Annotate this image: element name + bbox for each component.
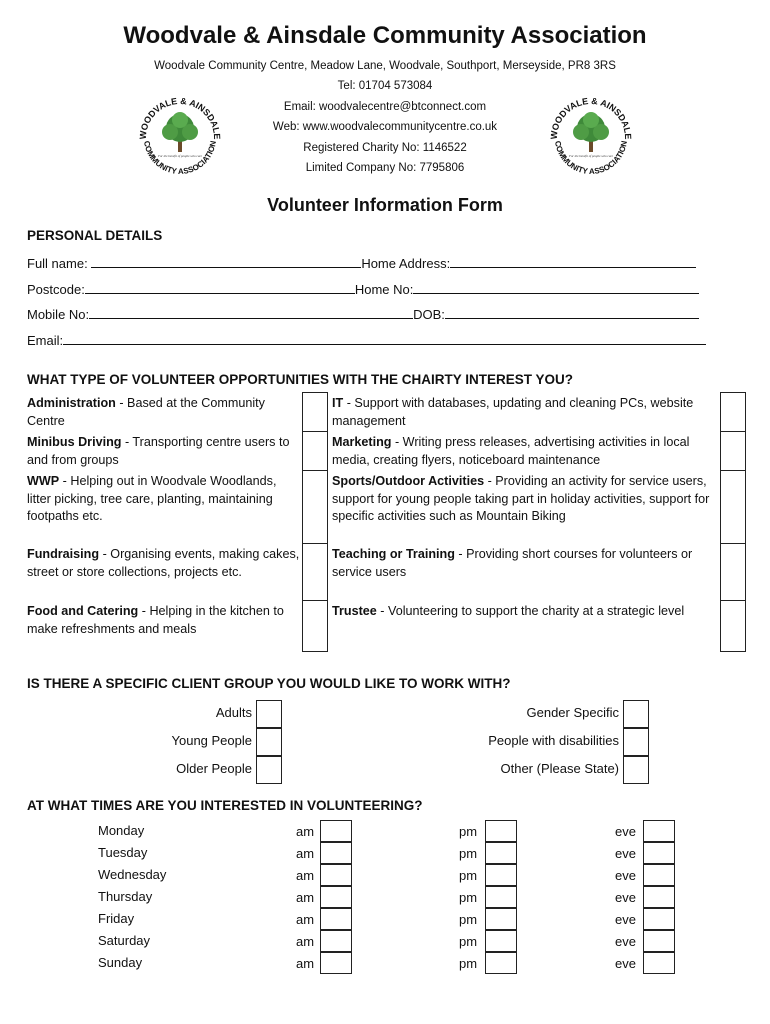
client-young-people-label: Young People <box>171 733 252 748</box>
company-line: Limited Company No: 7795806 <box>305 162 465 174</box>
web-line: Web: www.woodvalecommunitycentre.co.uk <box>272 121 498 133</box>
opp-administration: Administration - Based at the Community Centre <box>27 396 265 428</box>
checkbox-older-people[interactable] <box>256 756 282 784</box>
svg-text:For the benefit of people who: For the benefit of people who care <box>569 154 613 158</box>
checkbox-minibus-driving[interactable] <box>302 431 328 471</box>
eve-label-saturday: eve <box>615 934 636 949</box>
checkbox-marketing[interactable] <box>720 431 746 471</box>
day-label-monday: Monday <box>98 823 145 838</box>
full-name-field[interactable] <box>27 256 696 271</box>
opp-marketing: Marketing - Writing press releases, advertising activities in local media, creating flyers, noticeboard maintenance <box>332 435 690 467</box>
checkbox-am-monday[interactable] <box>320 820 352 842</box>
opportunities-heading: WHAT TYPE OF VOLUNTEER OPPORTUNITIES WITH THE CHAIRTY INTEREST YOU? <box>27 372 574 387</box>
checkbox-eve-tuesday[interactable] <box>643 842 675 864</box>
checkbox-young-people[interactable] <box>256 728 282 756</box>
am-label-wednesday: am <box>296 868 315 883</box>
checkbox-pm-monday[interactable] <box>485 820 517 842</box>
full-name-label: Full name: <box>27 256 92 271</box>
checkbox-pm-wednesday[interactable] <box>485 864 517 886</box>
client-adults-label: Adults <box>215 705 252 720</box>
form-title: Volunteer Information Form <box>267 195 503 215</box>
home-address-line[interactable] <box>450 256 696 268</box>
checkbox-fundraising[interactable] <box>302 543 328 601</box>
checkbox-eve-wednesday[interactable] <box>643 864 675 886</box>
client-gender-specific-label: Gender Specific <box>526 705 619 720</box>
association-logo-left <box>134 92 226 184</box>
email-line[interactable] <box>63 333 706 345</box>
checkbox-trustee[interactable] <box>720 600 746 652</box>
opp-wwp: WWP - Helping out in Woodvale Woodlands, litter picking, tree care, planting, maintaining footpaths etc. <box>27 474 277 523</box>
pm-label-sunday: pm <box>459 956 478 971</box>
checkbox-eve-sunday[interactable] <box>643 952 675 974</box>
checkbox-am-wednesday[interactable] <box>320 864 352 886</box>
postcode-field[interactable] <box>27 282 699 297</box>
eve-label-friday: eve <box>615 912 636 927</box>
checkbox-it[interactable] <box>720 392 746 432</box>
day-label-friday: Friday <box>98 911 135 926</box>
checkbox-eve-saturday[interactable] <box>643 930 675 952</box>
checkbox-administration[interactable] <box>302 392 328 432</box>
day-label-sunday: Sunday <box>98 955 143 970</box>
day-label-saturday: Saturday <box>98 933 151 948</box>
pm-label-thursday: pm <box>459 890 478 905</box>
home-no-label: Home No: <box>354 282 414 297</box>
charity-line: Registered Charity No: 1146522 <box>303 142 467 154</box>
checkbox-eve-thursday[interactable] <box>643 886 675 908</box>
checkbox-sports-outdoor[interactable] <box>720 470 746 544</box>
client-group-heading: IS THERE A SPECIFIC CLIENT GROUP YOU WOULD LIKE TO WORK WITH? <box>27 676 511 691</box>
opp-it: IT - Support with databases, updating and cleaning PCs, website management <box>332 396 694 428</box>
checkbox-pm-sunday[interactable] <box>485 952 517 974</box>
client-other-label: Other (Please State) <box>500 761 619 776</box>
svg-text:COMMUNITY ASSOCIATION: COMMUNITY ASSOCIATION <box>553 140 629 177</box>
pm-label-wednesday: pm <box>459 868 478 883</box>
svg-text:For the benefit of people who: For the benefit of people who care <box>158 154 202 158</box>
client-disabilities-label: People with disabilities <box>488 733 619 748</box>
email-label: Email: <box>27 333 64 348</box>
svg-text:COMMUNITY ASSOCIATION: COMMUNITY ASSOCIATION <box>142 140 218 177</box>
checkbox-other[interactable] <box>623 756 649 784</box>
pm-label-friday: pm <box>459 912 478 927</box>
association-logo-right <box>545 92 637 184</box>
am-label-friday: am <box>296 912 315 927</box>
checkbox-teaching-training[interactable] <box>720 543 746 601</box>
opp-fundraising: Fundraising - Organising events, making cakes, street or store collections, projects etc. <box>27 547 300 579</box>
am-label-monday: am <box>296 824 315 839</box>
postcode-line[interactable] <box>85 282 355 294</box>
eve-label-wednesday: eve <box>615 868 636 883</box>
checkbox-food-catering[interactable] <box>302 600 328 652</box>
checkbox-gender-specific[interactable] <box>623 700 649 728</box>
opp-food-catering: Food and Catering - Helping in the kitchen to make refreshments and meals <box>27 604 284 636</box>
home-address-label: Home Address: <box>361 256 451 271</box>
association-title: Woodvale & Ainsdale Community Association <box>123 22 647 49</box>
svg-text:WOODVALE & AINSDALE: WOODVALE & AINSDALE <box>548 95 634 140</box>
mobile-no-line[interactable] <box>89 307 413 319</box>
address-line: Woodvale Community Centre, Meadow Lane, Woodvale, Southport, Merseyside, PR8 3RS <box>154 60 616 72</box>
times-heading: AT WHAT TIMES ARE YOU INTERESTED IN VOLUNTEERING? <box>27 798 423 813</box>
postcode-label: Postcode: <box>27 282 85 297</box>
day-label-tuesday: Tuesday <box>98 845 148 860</box>
checkbox-am-tuesday[interactable] <box>320 842 352 864</box>
dob-line[interactable] <box>445 307 699 319</box>
day-label-thursday: Thursday <box>98 889 153 904</box>
checkbox-am-sunday[interactable] <box>320 952 352 974</box>
mobile-no-label: Mobile No: <box>27 307 90 322</box>
svg-text:WOODVALE & AINSDALE: WOODVALE & AINSDALE <box>137 95 223 140</box>
eve-label-thursday: eve <box>615 890 636 905</box>
am-label-tuesday: am <box>296 846 315 861</box>
eve-label-tuesday: eve <box>615 846 636 861</box>
checkbox-pm-friday[interactable] <box>485 908 517 930</box>
checkbox-am-thursday[interactable] <box>320 886 352 908</box>
opp-sports-outdoor: Sports/Outdoor Activities - Providing an activity for service users, support for young people taking part in holiday activities, support for specific activities such as Mountain Biking <box>332 474 710 523</box>
am-label-sunday: am <box>296 956 315 971</box>
tel-line: Tel: 01704 573084 <box>337 80 433 92</box>
checkbox-pm-saturday[interactable] <box>485 930 517 952</box>
checkbox-am-saturday[interactable] <box>320 930 352 952</box>
checkbox-adults[interactable] <box>256 700 282 728</box>
email-line: Email: woodvalecentre@btconnect.com <box>283 101 487 113</box>
checkbox-eve-monday[interactable] <box>643 820 675 842</box>
checkbox-disabilities[interactable] <box>623 728 649 756</box>
opp-trustee: Trustee - Volunteering to support the charity at a strategic level <box>332 604 685 618</box>
am-label-saturday: am <box>296 934 315 949</box>
pm-label-monday: pm <box>459 824 478 839</box>
personal-details-heading: PERSONAL DETAILS <box>27 228 163 243</box>
day-label-wednesday: Wednesday <box>98 867 167 882</box>
eve-label-sunday: eve <box>615 956 636 971</box>
pm-label-tuesday: pm <box>459 846 478 861</box>
pm-label-saturday: pm <box>459 934 478 949</box>
eve-label-monday: eve <box>615 824 636 839</box>
checkbox-am-friday[interactable] <box>320 908 352 930</box>
opp-minibus-driving: Minibus Driving - Transporting centre users to and from groups <box>27 435 290 467</box>
opp-teaching-training: Teaching or Training - Providing short courses for volunteers or service users <box>332 547 693 579</box>
checkbox-pm-tuesday[interactable] <box>485 842 517 864</box>
checkbox-eve-friday[interactable] <box>643 908 675 930</box>
checkbox-wwp[interactable] <box>302 470 328 544</box>
full-name-line[interactable] <box>91 256 361 268</box>
home-no-line[interactable] <box>413 282 699 294</box>
email-field[interactable] <box>27 333 706 348</box>
am-label-thursday: am <box>296 890 315 905</box>
client-older-people-label: Older People <box>176 761 252 776</box>
mobile-field[interactable] <box>27 307 699 322</box>
dob-label: DOB: <box>413 307 445 322</box>
checkbox-pm-thursday[interactable] <box>485 886 517 908</box>
